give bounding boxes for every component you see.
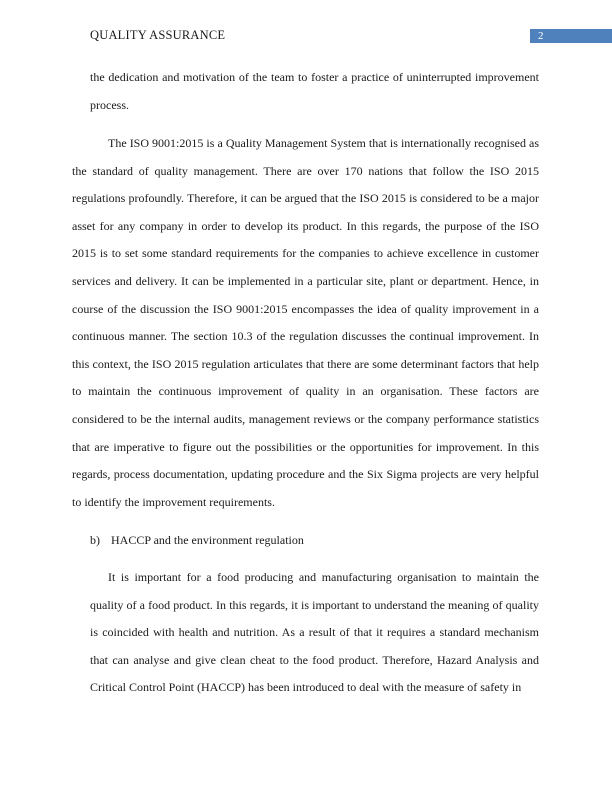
section-heading xyxy=(90,530,304,550)
paragraph-haccp: It is important for a food producing and manufacturing organisation to maintain the quality of a food product. In this regards, it is important to understand the meaning of quality is coincided with health and nutrition. As a result of that it requires a standard mechanism that can analyse and give clean cheat to the food product. Therefore, Hazard Analysis and Critical Control Point (HACCP) has been introduced to deal with the measure of safety in xyxy=(90,570,539,695)
paragraph-continuation: the dedication and motivation of the team to foster a practice of uninterrupted improvement process. xyxy=(90,70,539,112)
running-header-title: QUALITY ASSURANCE xyxy=(90,28,226,42)
section-heading-text: HACCP and the environment regulation xyxy=(111,533,304,547)
page-number-badge: 2 xyxy=(530,29,612,43)
paragraph-iso-9001: The ISO 9001:2015 is a Quality Management System that is internationally recognised as the standard of quality management. There are over 170 nations that follow the ISO 2015 regulations profoundly. Therefore, it can be argued that the ISO 2015 is considered to be a major asset for any company in order to develop its product. In this regards, the purpose of the ISO 2015 is to set some standard requirements for the companies to achieve excellence in customer services and delivery. It can be implemented in a particular site, plant or department. Hence, in course of the discussion the ISO 9001:2015 encompasses the idea of quality improvement in a continuous manner. The section 10.3 of the regulation discusses the continual improvement. In this context, the ISO 2015 regulation articulates that there are some determinant factors that help to maintain the continuous improvement of quality in an organisation. These factors are considered to be the internal audits, management reviews or the company performance statistics that are imperative to figure out the possibilities or the opportunities for improvement. In this regards, process documentation, updating procedure and the Six Sigma projects are very helpful to identify the improvement requirements. xyxy=(72,136,539,509)
section-list-marker: b) xyxy=(90,533,100,547)
